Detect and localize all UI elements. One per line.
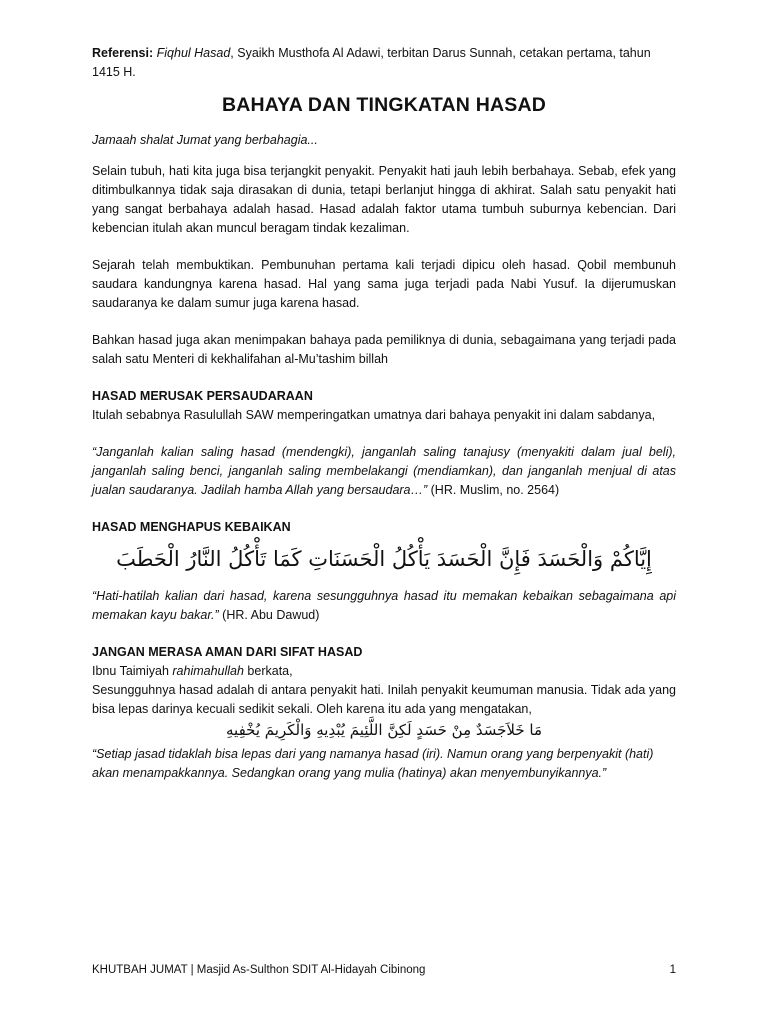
hadith-translation-2: “Hati-hatilah kalian dari hasad, karena sesungguhnya hasad itu memakan kebaikan sebagaimana api memakan kayu bakar.”: [92, 589, 676, 622]
section3-intro: [92, 662, 676, 681]
hadith-quote-muslim: [92, 443, 676, 500]
section3-body: Sesungguhnya hasad adalah di antara penyakit hati. Inilah penyakit keumuman manusia. Tidak ada yang bisa lepas darinya kecuali sedikit sekali. Oleh karena itu ada yang mengatakan,: [92, 683, 676, 716]
hadith-quote-abu-dawud: [92, 587, 676, 625]
section-heading-aman: JANGAN MERASA AMAN DARI SIFAT HASAD: [92, 645, 363, 659]
paragraph-1: Selain tubuh, hati kita juga bisa terjangkit penyakit. Penyakit hati jauh lebih berbahaya. Sebab, efek yang ditimbulkannya tidak saja dirasakan di dunia, tetapi berlanjut hingga di akhirat. Salah satu penyakit hati yang sangat berbahaya adalah hasad. Hasad adalah faktor utama tumbuh suburnya kebencian. Dari kebencian itulah akan muncul beragam tindak kezaliman.: [92, 164, 676, 235]
intro-rest: berkata,: [243, 664, 293, 678]
reference-details: , Syaikh Musthofa Al Adawi, terbitan Darus Sunnah, cetakan pertama, tahun 1415 H.: [92, 46, 651, 79]
reference-book-title: Fiqhul Hasad: [156, 46, 231, 60]
scholar-name: Ibnu Taimiyah: [92, 664, 173, 678]
section1-intro: Itulah sebabnya Rasulullah SAW memperingatkan umatnya dari bahaya penyakit ini dalam sabdanya,: [92, 408, 656, 422]
arabic-hadith: إِيَّاكُمْ وَالْحَسَدَ فَإِنَّ الْحَسَدَ يَأْكُلُ الْحَسَنَاتِ كَمَا تَأْكُلُ النَّارُ الْحَطَبَ: [116, 547, 652, 571]
hadith-translation: “Janganlah kalian saling hasad (mendengki), janganlah saling tanajusy (menyakiti dalam jual beli), janganlah saling benci, janganlah saling membelakangi (mendiamkan), dan janganlah menjual di atas jualan saudaranya. Jadilah hamba Allah yang bersaudara…”: [92, 445, 676, 497]
hadith-source: (HR. Muslim, no. 2564): [427, 483, 560, 497]
document-page: [92, 44, 676, 783]
arabic-saying: مَا خَلاَجَسَدٌ مِنْ حَسَدٍ لَكِنَّ اللَّئِيمَ يُبْدِيهِ وَالْكَرِيمَ يُخْفِيهِ: [226, 721, 542, 739]
section-heading-persaudaraan: HASAD MERUSAK PERSAUDARAAN: [92, 389, 313, 403]
saying-translation: “Setiap jasad tidaklah bisa lepas dari yang namanya hasad (iri). Namun orang yang berpenyakit (hati) akan menampakkannya. Sedangkan orang yang mulia (hatinya) akan menyembunyikannya.”: [92, 747, 654, 780]
page-title: BAHAYA DAN TINGKATAN HASAD: [221, 94, 547, 116]
paragraph-3: Bahkan hasad juga akan menimpakan bahaya pada pemiliknya di dunia, sebagaimana yang terjadi pada salah satu Menteri di kekhalifahan al-Mu’tashim billah: [92, 333, 676, 366]
reference-line: [92, 44, 676, 82]
scholar-honorific: rahimahullah: [172, 664, 244, 678]
paragraph-2: Sejarah telah membuktikan. Pembunuhan pertama kali terjadi dipicu oleh hasad. Qobil membunuh saudara kandungnya karena hasad. Hal yang sama juga terjadi pada Nabi Yusuf. Ia dijerumuskan saudaranya ke dalam sumur juga karena hasad.: [92, 258, 676, 310]
hadith-source-2: (HR. Abu Dawud): [218, 608, 320, 622]
greeting: Jamaah shalat Jumat yang berbahagia...: [92, 133, 318, 147]
page-number: 1: [669, 964, 676, 976]
section-heading-kebaikan: HASAD MENGHAPUS KEBAIKAN: [92, 520, 291, 534]
footer-text: KHUTBAH JUMAT | Masjid As-Sulthon SDIT Al-Hidayah Cibinong: [92, 964, 426, 976]
reference-label: Referensi:: [92, 46, 154, 60]
